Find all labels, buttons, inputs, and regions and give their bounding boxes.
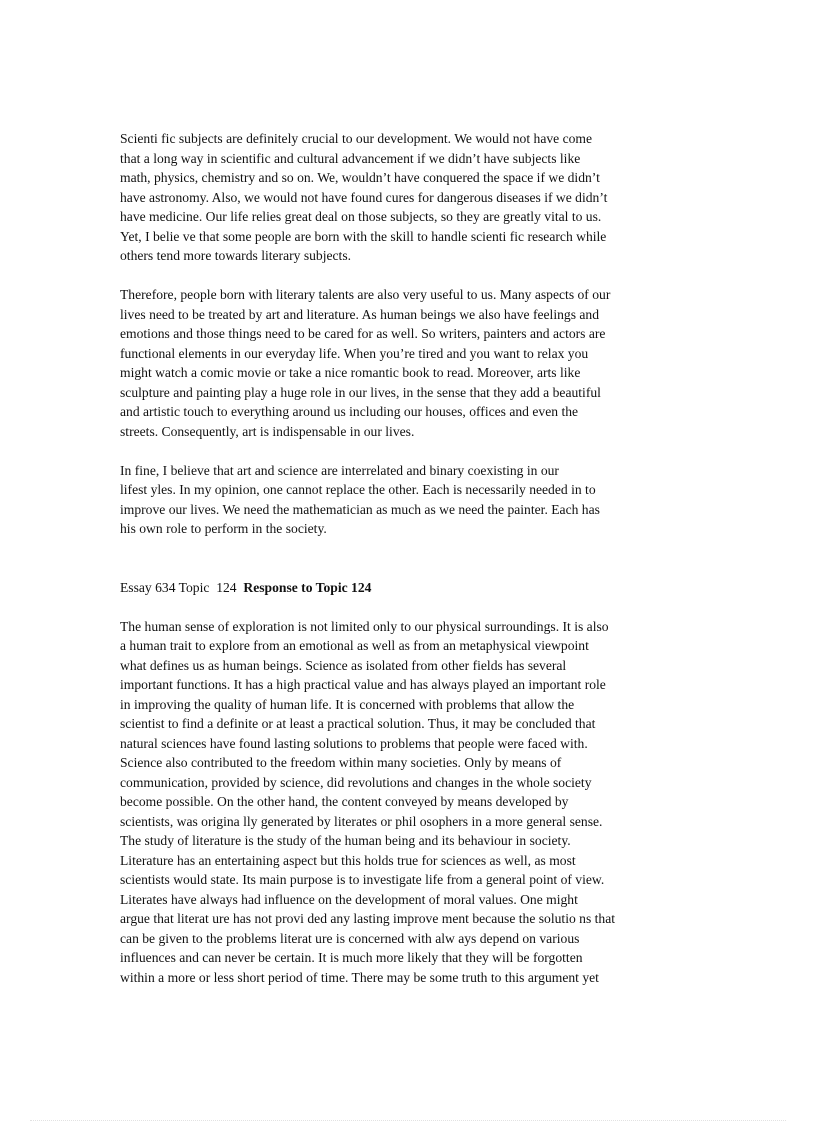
text-line: improve our lives. We need the mathematician as much as we need the painter. Each has xyxy=(120,501,600,517)
essay-heading xyxy=(120,578,700,598)
text-line: The study of literature is the study of the human being and its behaviour in society. xyxy=(120,833,571,848)
text-line: math, physics, chemistry and so on. We, wouldn’t have conquered the space if we didn’t xyxy=(120,170,600,185)
text-line: Yet, I belie ve that some people are born with the skill to handle scienti fic research while xyxy=(120,228,607,244)
paragraph-spacer xyxy=(120,266,700,286)
essay-heading-title: Response to Topic 124 xyxy=(243,579,372,595)
text-line: have astronomy. Also, we would not have found cures for dangerous diseases if we didn’t xyxy=(120,189,608,205)
paragraph-literary-talents xyxy=(120,285,700,441)
page-bottom-border xyxy=(30,1120,786,1121)
paragraph-human-exploration xyxy=(120,617,700,988)
text-line: lifest yles. In my opinion, one cannot replace the other. Each is necessarily needed in to xyxy=(120,482,596,497)
text-line: scientists would state. Its main purpose is to investigate life from a general point of view. xyxy=(120,872,605,887)
text-line: functional elements in our everyday life. When you’re tired and you want to relax you xyxy=(120,345,589,361)
text-line: influences and can never be certain. It is much more likely that they will be forgotten xyxy=(120,950,583,965)
text-line: become possible. On the other hand, the content conveyed by means developed by xyxy=(120,794,569,809)
essay-heading-prefix: Essay 634 Topic 124 xyxy=(120,579,244,595)
text-line: what defines us as human beings. Science as isolated from other fields has several xyxy=(120,657,567,673)
text-line: sculpture and painting play a huge role in our lives, in the sense that they add a beautiful xyxy=(120,384,601,400)
paragraph-spacer xyxy=(120,441,700,461)
text-line: important functions. It has a high practical value and has always played an important role xyxy=(120,677,606,692)
text-line: argue that literat ure has not provi ded any lasting improve ment because the solutio ns that xyxy=(120,911,616,926)
text-line: Literature has an entertaining aspect but this holds true for sciences as well, as most xyxy=(120,852,576,868)
text-line: have medicine. Our life relies great deal on those subjects, so they are greatly vital to us. xyxy=(120,209,602,224)
text-line: Science also contributed to the freedom within many societies. Only by means of xyxy=(120,755,562,770)
text-line: In fine, I believe that art and science are interrelated and binary coexisting in our xyxy=(120,462,559,478)
text-line: his own role to perform in the society. xyxy=(120,521,327,536)
text-line: within a more or less short period of time. There may be some truth to this argument yet xyxy=(120,969,599,985)
text-line: natural sciences have found lasting solutions to problems that people were faced with. xyxy=(120,735,588,751)
text-line: can be given to the problems literat ure is concerned with alw ays depend on various xyxy=(120,930,580,946)
text-line: lives need to be treated by art and literature. As human beings we also have feelings and xyxy=(120,306,600,322)
text-line: streets. Consequently, art is indispensable in our lives. xyxy=(120,423,415,439)
text-line: scientists, was origina lly generated by literates or phil osophers in a more general sense. xyxy=(120,813,603,829)
text-line: emotions and those things need to be cared for as well. So writers, painters and actors are xyxy=(120,326,606,341)
paragraph-conclusion xyxy=(120,461,700,539)
text-line: Literates have always had influence on the development of moral values. One might xyxy=(120,891,578,907)
paragraph-science-subjects xyxy=(120,129,700,266)
document-body xyxy=(120,129,700,987)
text-line: communication, provided by science, did revolutions and changes in the whole society xyxy=(120,774,592,790)
text-line: might watch a comic movie or take a nice romantic book to read. Moreover, arts like xyxy=(120,365,581,380)
text-line: Scienti fic subjects are definitely crucial to our development. We would not have come xyxy=(120,131,593,146)
text-line: Therefore, people born with literary talents are also very useful to us. Many aspects of our xyxy=(120,287,611,302)
text-line: a human trait to explore from an emotional as well as from an metaphysical viewpoint xyxy=(120,638,589,653)
text-line: that a long way in scientific and cultural advancement if we didn’t have subjects like xyxy=(120,150,581,166)
section-spacer xyxy=(120,539,700,578)
text-line: The human sense of exploration is not limited only to our physical surroundings. It is also xyxy=(120,618,609,634)
text-line: others tend more towards literary subjects. xyxy=(120,248,352,263)
text-line: and artistic touch to everything around us including our houses, offices and even the xyxy=(120,404,579,419)
paragraph-spacer xyxy=(120,597,700,617)
text-line: scientist to find a definite or at least a practical solution. Thus, it may be concluded that xyxy=(120,716,596,731)
text-line: in improving the quality of human life. It is concerned with problems that allow the xyxy=(120,696,575,712)
